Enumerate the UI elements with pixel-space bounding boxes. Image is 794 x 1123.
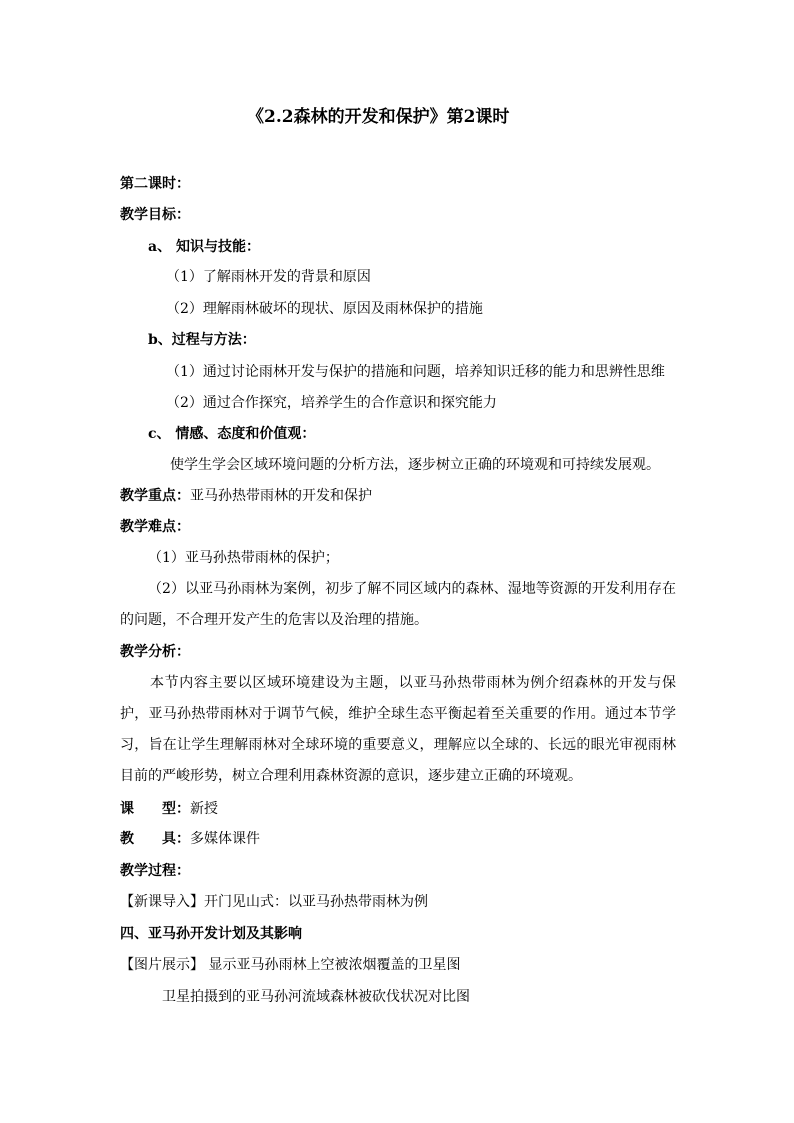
tools-text: 多媒体课件 <box>190 831 260 847</box>
course-type-text: 新授 <box>190 801 218 817</box>
difficulty-heading: 教学难点： <box>120 519 190 535</box>
lesson-heading: 第二课时： <box>120 176 190 192</box>
new-lesson-intro: 【新课导入】开门见山式：以亚马孙热带雨林为例 <box>120 894 428 910</box>
objective-a-item-1: （1）了解雨林开发的背景和原因 <box>166 269 371 285</box>
difficulty-item-2: （2）以亚马孙雨林为案例，初步了解不同区域内的森林、湿地等资源的开发利用存在的问题，不合理开发产生的危害以及治理的措施。 <box>120 581 676 628</box>
picture-display-2: 卫星拍摄到的亚马孙河流域森林被砍伐状况对比图 <box>162 989 470 1005</box>
objective-a-label: a、 知识与技能： <box>148 239 260 255</box>
key-point-label: 教学重点： <box>120 488 190 504</box>
objectives-heading: 教学目标： <box>120 207 190 223</box>
tools-label: 教 具： <box>120 831 190 847</box>
difficulty-item-1: （1）亚马孙热带雨林的保护； <box>148 550 339 566</box>
process-heading: 教学过程： <box>120 863 190 879</box>
key-point-row <box>120 487 372 505</box>
objective-a-item-2: （2）理解雨林破坏的现状、原因及雨林保护的措施 <box>166 301 483 317</box>
section-4-heading: 四、亚马孙开发计划及其影响 <box>120 926 302 942</box>
tools-row <box>120 830 260 848</box>
document-title: 《2.2森林的开发和保护》第2课时 <box>247 107 510 127</box>
key-point-text: 亚马孙热带雨林的开发和保护 <box>190 488 372 504</box>
objective-c-text: 使学生学会区域环境问题的分析方法，逐步树立正确的环境观和可持续发展观。 <box>170 457 660 473</box>
course-type-label: 课 型： <box>120 801 190 817</box>
analysis-text: 本节内容主要以区域环境建设为主题，以亚马孙热带雨林为例介绍森林的开发与保护，亚马孙热带雨林对于调节气候，维护全球生态平衡起着至关重要的作用。通过本节学习，旨在让学生理解雨林对全球环境的重要意义，理解应以全球的、长远的眼光审视雨林目前的严峻形势，树立合理利用森林资源的意识，逐步建立正确的环境观。 <box>120 675 676 784</box>
analysis-heading: 教学分析： <box>120 644 190 660</box>
objective-c-label: c、 情感、态度和价值观： <box>148 426 316 442</box>
objective-b-label: b、过程与方法： <box>148 332 256 348</box>
course-type-row <box>120 800 218 818</box>
objective-b-item-2: （2）通过合作探究，培养学生的合作意识和探究能力 <box>166 395 497 411</box>
picture-display: 【图片展示】 显示亚马孙雨林上空被浓烟覆盖的卫星图 <box>120 957 461 973</box>
objective-b-item-1: （1）通过讨论雨林开发与保护的措施和问题，培养知识迁移的能力和思辨性思维 <box>166 364 665 380</box>
